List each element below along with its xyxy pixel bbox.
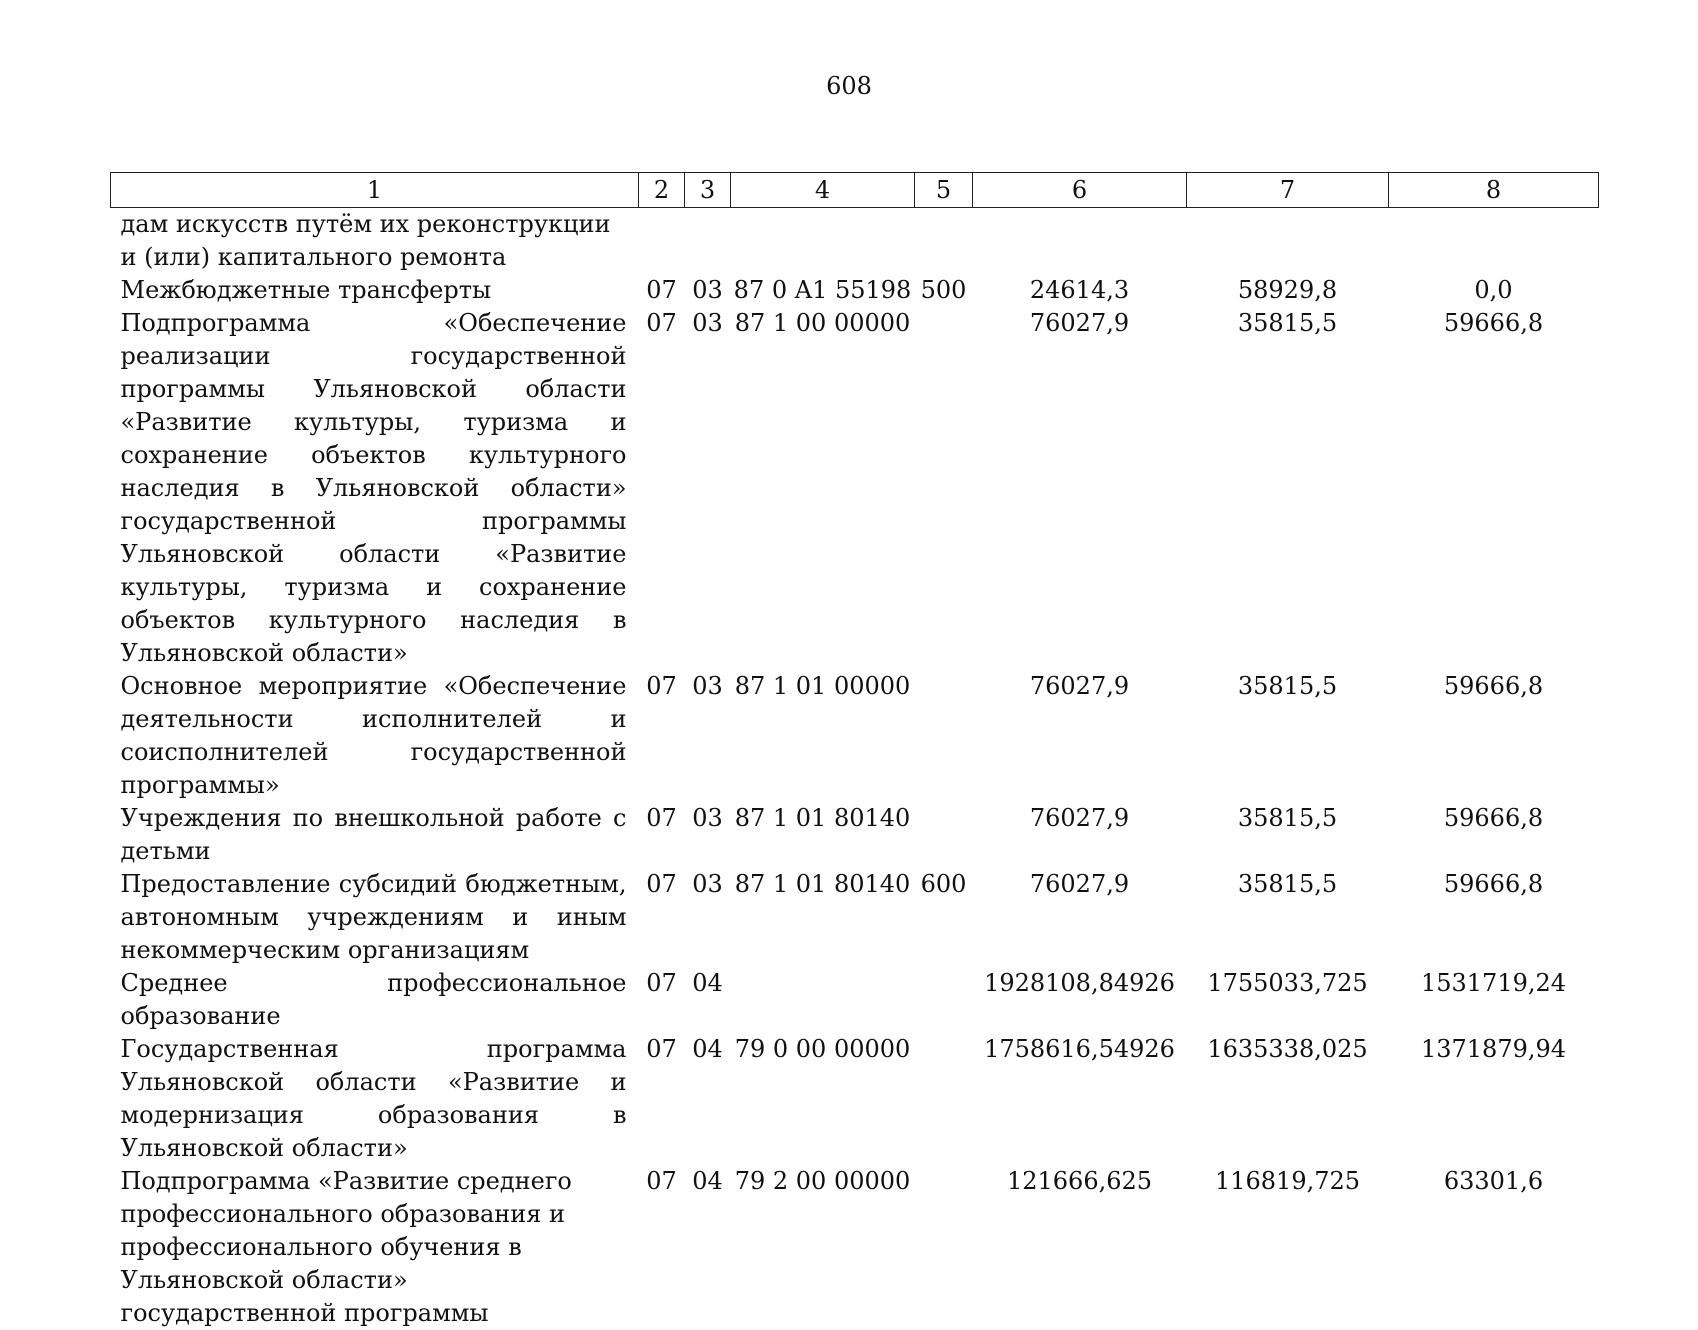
amount-col-8: 59666,8 [1443,672,1544,700]
expense-type-code [915,208,973,275]
target-article-code: 87 1 01 00000 [734,672,911,700]
row-description: дам искусств путём их реконструкции и (или) капитального ремонта [120,210,611,271]
row-description: Государственная программа Ульяновской области «Развитие и модернизация образования в Ульяновской области» [120,1035,627,1162]
row-description: Подпрограмма «Развитие среднего профессионального образования и профессионального обучения в Ульяновской области» государственной программы [120,1167,572,1327]
amount-col-6: 1758616,54926 [984,1035,1175,1063]
amount-col-7: 35815,5 [1237,309,1338,337]
amount-col-8: 59666,8 [1443,309,1544,337]
subsection-code: 04 [692,969,723,997]
expense-type-code: 600 [920,870,967,898]
amount-col-8: 0,0 [1474,276,1513,304]
amount-col-7: 35815,5 [1237,672,1338,700]
column-header-3: 3 [685,173,731,208]
section-code: 07 [646,672,677,700]
column-header-1: 1 [111,173,639,208]
column-header-5: 5 [915,173,973,208]
table-row [111,1033,1599,1165]
amount-col-8: 59666,8 [1443,870,1544,898]
table-row [111,1165,1599,1330]
section-code: 07 [646,969,677,997]
expense-type-code [915,967,973,1033]
target-article-code [731,208,915,275]
amount-col-8: 1531719,24 [1420,969,1567,997]
expense-type-code: 500 [920,276,967,304]
table-row [111,307,1599,670]
section-code: 07 [646,1035,677,1063]
row-description: Межбюджетные трансферты [120,276,492,304]
table-row [111,274,1599,307]
amount-col-7: 116819,725 [1214,1167,1361,1195]
table-header [111,173,1599,208]
section-code: 07 [646,870,677,898]
amount-col-6: 121666,625 [1006,1167,1153,1195]
expense-type-code [915,1033,973,1165]
column-header-8: 8 [1389,173,1599,208]
amount-col-6: 76027,9 [1029,804,1130,832]
subsection-code [685,208,731,275]
amount-col-6: 24614,3 [1029,276,1130,304]
amount-col-7: 1635338,025 [1207,1035,1368,1063]
subsection-code: 03 [692,672,723,700]
amount-col-8: 1371879,94 [1420,1035,1567,1063]
column-header-6: 6 [973,173,1187,208]
subsection-code: 03 [692,870,723,898]
subsection-code: 03 [692,276,723,304]
column-header-7: 7 [1187,173,1389,208]
target-article-code: 79 2 00 00000 [734,1167,911,1195]
target-article-code [731,967,915,1033]
amount-col-7: 1755033,725 [1207,969,1368,997]
expense-type-code [915,307,973,670]
amount-col-6: 76027,9 [1029,309,1130,337]
amount-col-6: 76027,9 [1029,870,1130,898]
amount-col-7: 58929,8 [1237,276,1338,304]
subsection-code: 04 [692,1167,723,1195]
table-row [111,208,1599,275]
section-code: 07 [646,309,677,337]
amount-col-8: 59666,8 [1443,804,1544,832]
table-row [111,670,1599,802]
row-description: Предоставление субсидий бюджетным, автономным учреждениям и иным некоммерческим организациям [120,870,627,964]
section-code: 07 [646,1167,677,1195]
amount-col-6 [973,208,1187,275]
row-description: Учреждения по внешкольной работе с детьми [120,804,627,865]
section-code: 07 [646,804,677,832]
section-code [639,208,685,275]
table-row [111,802,1599,868]
subsection-code: 03 [692,309,723,337]
target-article-code: 79 0 00 00000 [734,1035,911,1063]
amount-col-6: 76027,9 [1029,672,1130,700]
target-article-code: 87 1 01 80140 [734,870,911,898]
section-code: 07 [646,276,677,304]
expense-type-code [915,802,973,868]
amount-col-6: 1928108,84926 [984,969,1175,997]
page-number: 608 [826,72,872,100]
target-article-code: 87 1 00 00000 [734,309,911,337]
table-row [111,967,1599,1033]
row-description: Основное мероприятие «Обеспечение деятельности исполнителей и соисполнителей государственной программы» [120,672,627,799]
expense-type-code [915,1165,973,1330]
subsection-code: 04 [692,1035,723,1063]
row-description: Среднее профессиональное образование [120,969,627,1030]
target-article-code: 87 0 A1 55198 [733,276,912,304]
amount-col-7: 35815,5 [1237,870,1338,898]
amount-col-7: 35815,5 [1237,804,1338,832]
row-description: Подпрограмма «Обеспечение реализации государственной программы Ульяновской области «Развитие культуры, туризма и сохранение объектов культурного наследия в Ульяновской области» государственной программы Ульяновской области «Развитие культуры, туризма и сохранение объектов культурного наследия в Ульяновской области» [120,309,627,667]
budget-table [110,172,1599,1330]
amount-col-8 [1389,208,1599,275]
table-row [111,868,1599,967]
expense-type-code [915,670,973,802]
column-header-2: 2 [639,173,685,208]
column-header-4: 4 [731,173,915,208]
amount-col-7 [1187,208,1389,275]
target-article-code: 87 1 01 80140 [734,804,911,832]
amount-col-8: 63301,6 [1443,1167,1544,1195]
subsection-code: 03 [692,804,723,832]
